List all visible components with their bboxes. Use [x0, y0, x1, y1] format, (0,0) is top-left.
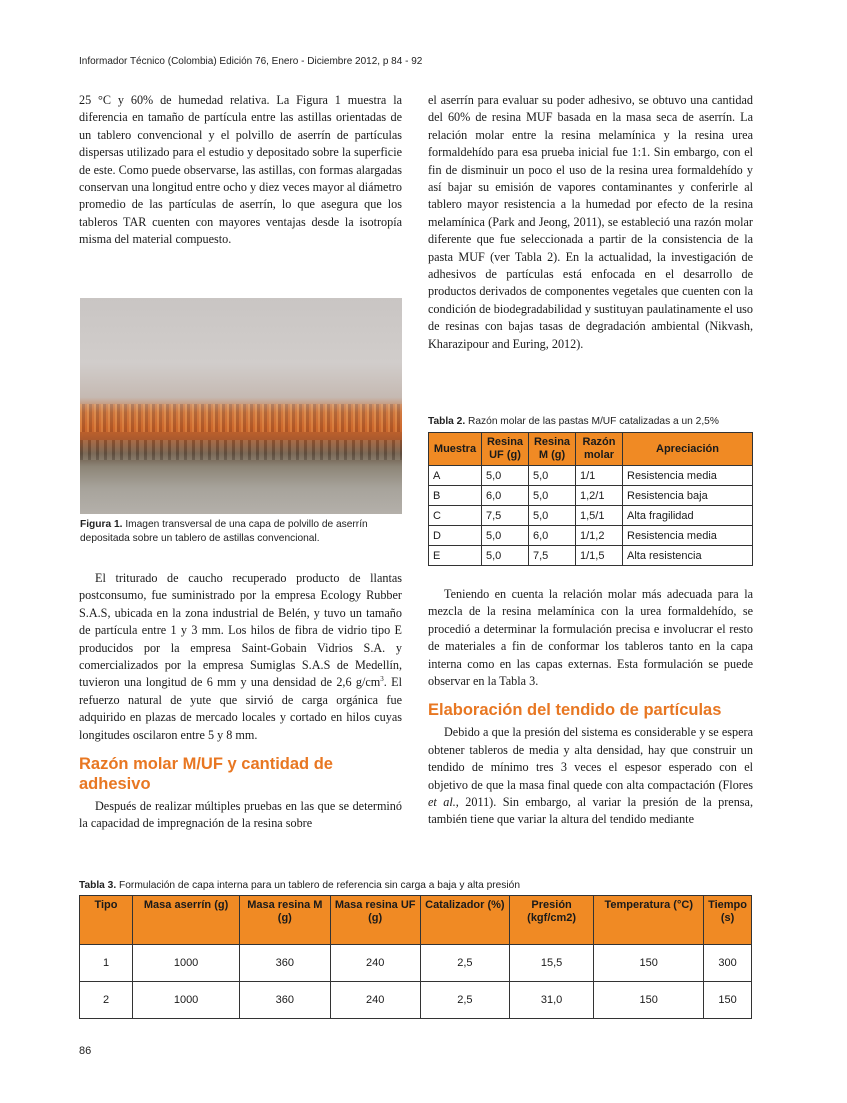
table-3-caption	[79, 880, 520, 891]
table-row	[429, 486, 753, 506]
table-cell: 1	[80, 945, 133, 982]
section-heading: Razón molar M/UF y cantidad de adhesivo	[79, 755, 333, 794]
table-cell: 15,5	[509, 945, 593, 982]
table-row	[80, 945, 752, 982]
table-cell: 2,5	[420, 945, 509, 982]
section-heading: Elaboración del tendido de partículas	[428, 701, 722, 720]
text-run-italic: et al.	[428, 795, 456, 810]
table-caption-text: Formulación de capa interna para un tablero de referencia sin carga a baja y alta presión	[119, 880, 520, 891]
column-header: Resina M (g)	[529, 433, 576, 466]
left-column-top	[79, 92, 402, 249]
column-header: Catalizador (%)	[420, 896, 509, 945]
column-header: Temperatura (°C)	[594, 896, 704, 945]
table-cell: 300	[704, 945, 752, 982]
table-cell: 1/1	[576, 466, 623, 486]
text-run: Debido a que la presión del sistema es considerable y se espera obtener tableros de media y alta densidad, hay que construir un tendido de mínimo tres 3 veces el espesor esperado con el objetivo de que la masa final quede con alta compactación (Flores	[428, 725, 753, 792]
column-header: Masa resina UF (g)	[330, 896, 420, 945]
table-cell: 360	[240, 945, 330, 982]
table-cell: D	[429, 526, 482, 546]
superscript: 3	[380, 675, 384, 684]
column-header: Presión (kgf/cm2)	[509, 896, 593, 945]
table-cell: 31,0	[509, 982, 593, 1019]
table-cell: 150	[704, 982, 752, 1019]
table-row	[80, 982, 752, 1019]
table-cell: 1/1,2	[576, 526, 623, 546]
table-cell: 240	[330, 982, 420, 1019]
table-cell: A	[429, 466, 482, 486]
column-header: Muestra	[429, 433, 482, 466]
table-cell: 7,5	[482, 506, 529, 526]
paragraph	[79, 570, 402, 744]
table-row	[429, 506, 753, 526]
page-number: 86	[79, 1045, 92, 1057]
column-header: Apreciación	[623, 433, 753, 466]
paragraph: Teniendo en cuenta la relación molar más adecuada para la mezcla de la resina melamínica con la urea formaldehído, se procedió a determinar la formulación precisa e involucrar el resto de materiales a fin de conformar los tableros tanto en la capa interna como en las capas externas. Esta formulación se puede observar en la Tabla 3.	[428, 587, 753, 689]
column-header: Masa resina M (g)	[240, 896, 330, 945]
table-3	[79, 895, 752, 1019]
column-header: Masa aserrín (g)	[133, 896, 240, 945]
table-cell: 5,0	[482, 526, 529, 546]
table-cell: 5,0	[529, 486, 576, 506]
table-cell: 1000	[133, 982, 240, 1019]
table-cell: Alta fragilidad	[623, 506, 753, 526]
table-cell: 5,0	[529, 466, 576, 486]
table-cell: 360	[240, 982, 330, 1019]
table-header-row	[80, 896, 752, 945]
text-run: El triturado de caucho recuperado producto de llantas postconsumo, fue suministrado por la empresa Ecology Rubber S.A.S, ubicada en la zona industrial de Belén, y tuvo un tamaño de partícula entre 1 y 3 mm. Los hilos de fibra de vidrio tipo E producidos por la empresa Saint-Gobain Vidrios S.A. y comercializados por la empresa Sumiglas S.A.S de Medellín, tuvieron una longitud de 6 mm y una densidad de 2,6 g/cm	[79, 571, 402, 690]
table-cell: Alta resistencia	[623, 546, 753, 566]
table-cell: 7,5	[529, 546, 576, 566]
table-cell: 2	[80, 982, 133, 1019]
right-column-bottom	[428, 586, 753, 829]
table-cell: 240	[330, 945, 420, 982]
table-header-row	[429, 433, 753, 466]
table-row	[429, 526, 753, 546]
table-cell: 6,0	[529, 526, 576, 546]
table-cell: 5,0	[482, 546, 529, 566]
column-header: Resina UF (g)	[482, 433, 529, 466]
table-2	[428, 432, 753, 566]
table-cell: 5,0	[482, 466, 529, 486]
table-label: Tabla 2.	[428, 416, 466, 427]
table-row	[429, 546, 753, 566]
paragraph: Después de realizar múltiples pruebas en las que se determinó la capacidad de impregnación de la resina sobre	[79, 799, 402, 831]
figure-1-caption	[80, 518, 405, 546]
table-cell: B	[429, 486, 482, 506]
table-cell: Resistencia media	[623, 466, 753, 486]
table-row	[429, 466, 753, 486]
figure-1-image	[80, 298, 402, 514]
right-column-top	[428, 92, 753, 353]
table-cell: 1000	[133, 945, 240, 982]
running-header: Informador Técnico (Colombia) Edición 76, Enero - Diciembre 2012, p 84 - 92	[79, 56, 423, 67]
paragraph: el aserrín para evaluar su poder adhesivo, se obtuvo una cantidad del 60% de resina MUF basada en la masa seca de aserrín. La relación molar entre la resina melamínica y la resina urea formaldehído para esa prueba inicial fue 1:1. Sin embargo, con el fin de disminuir un poco el uso de la resina urea formaldehído y así bajar su emisión de vapores contaminantes y conferirle al tablero mayor resistencia a la humedad por efecto de la resina melamínica (Park and Jeong, 2011), se estableció una razón molar diferente que fue seleccionada a partir de la consistencia de la pasta MUF (ver Tabla 2). En la actualidad, la investigación de adhesivos de partículas está enfocada en el desarrollo de productos derivados de componentes vegetales que cuenten con la condición de biodegradabilidad y sustituyan paulatinamente el uso de resinas con bajas tasas de degradación ambiental (Nikvash, Kharazipour and Euring, 2012).	[428, 93, 753, 351]
table-cell: 1/1,5	[576, 546, 623, 566]
table-cell: 1,2/1	[576, 486, 623, 506]
table-cell: 5,0	[529, 506, 576, 526]
column-header: Tiempo (s)	[704, 896, 752, 945]
table-cell: Resistencia media	[623, 526, 753, 546]
text-run: . El refuerzo natural de yute que sirvió de carga orgánica fue adquirido en plazas de mercado locales y cortado en hilos cuyas longitudes oscilaron entre 5 y 8 mm.	[79, 675, 403, 742]
table-2-caption	[428, 416, 719, 427]
table-cell: E	[429, 546, 482, 566]
paragraph	[428, 724, 753, 828]
sawdust-layer	[80, 404, 402, 432]
table-cell: Resistencia baja	[623, 486, 753, 506]
table-cell: 2,5	[420, 982, 509, 1019]
figure-caption-text: Imagen transversal de una capa de polvillo de aserrín depositada sobre un tablero de astillas convencional.	[80, 519, 368, 544]
table-cell: 150	[594, 945, 704, 982]
table-cell: 150	[594, 982, 704, 1019]
table-cell: C	[429, 506, 482, 526]
paragraph: 25 °C y 60% de humedad relativa. La Figura 1 muestra la diferencia en tamaño de partícula entre las astillas orientadas de un tablero convencional y el polvillo de aserrín de partículas dispersas utilizado para el estudio y depositado sobre la superficie de este. Como puede observarse, las astillas, con formas alargadas conservan una longitud entre ocho y diez veces mayor al diámetro promedio de las partículas de aserrín, lo que asegura que los tableros TAR cuenten con mayores ventajas desde la isotropía misma del material compuesto.	[79, 93, 402, 247]
figure-label: Figura 1.	[80, 519, 123, 530]
chip-board-layer	[80, 440, 402, 460]
table-cell: 1,5/1	[576, 506, 623, 526]
table-caption-text: Razón molar de las pastas M/UF catalizadas a un 2,5%	[468, 416, 719, 427]
column-header: Razón molar	[576, 433, 623, 466]
left-column-bottom	[79, 570, 402, 833]
text-run: , 2011). Sin embargo, al variar la presión de la prensa, también tiene que variar la altura del tendido mediante	[428, 795, 753, 827]
column-header: Tipo	[80, 896, 133, 945]
table-label: Tabla 3.	[79, 880, 117, 891]
table-cell: 6,0	[482, 486, 529, 506]
